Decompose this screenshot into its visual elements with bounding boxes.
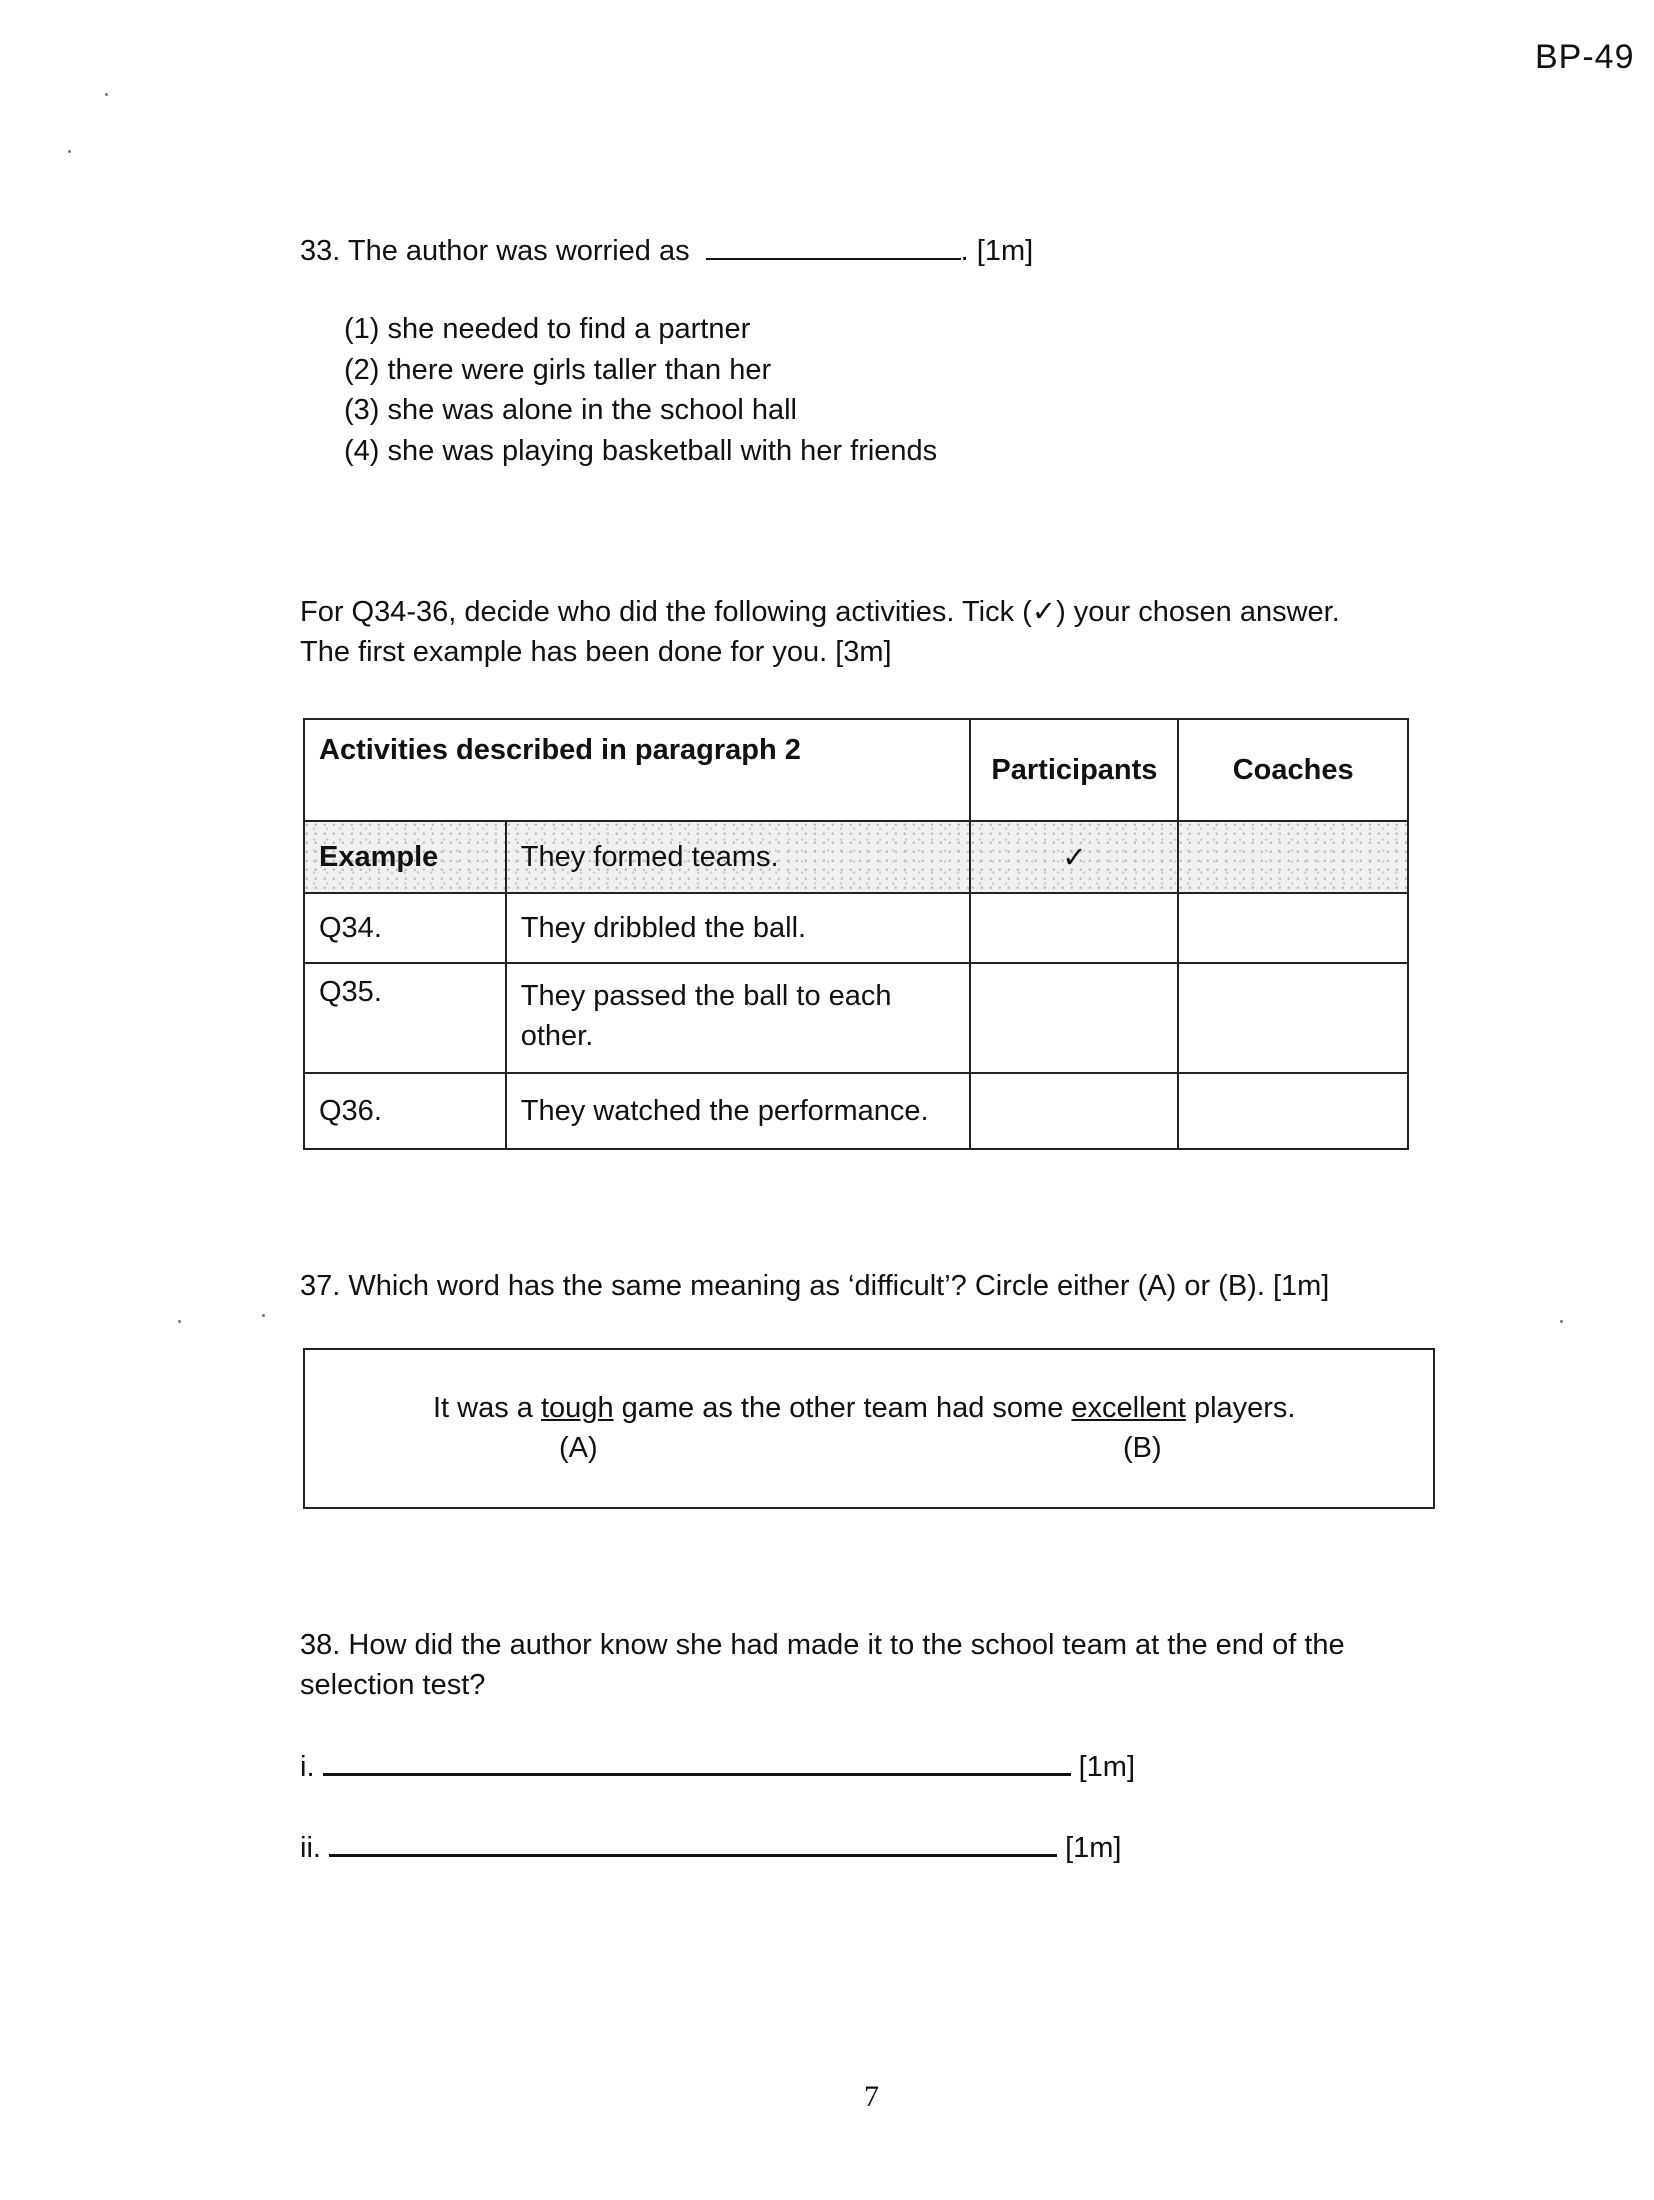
row-activity: They watched the performance.	[506, 1073, 971, 1149]
answer-label: i.	[300, 1751, 315, 1783]
q33-stem	[300, 228, 1033, 271]
q38-line-1: 38. How did the author know she had made it to the school team at the end of the	[300, 1629, 1345, 1661]
coaches-tick-cell[interactable]	[1178, 963, 1408, 1073]
word-option-a[interactable]: tough	[541, 1392, 614, 1424]
answer-marks: [1m]	[1078, 1751, 1136, 1783]
word-option-b[interactable]: excellent	[1071, 1392, 1186, 1424]
label-b[interactable]: (B)	[1123, 1432, 1162, 1464]
row-activity-line-2: other.	[520, 1020, 594, 1052]
q33-option-4[interactable]: (4) she was playing basketball with her friends	[344, 434, 938, 467]
table-row	[304, 893, 1408, 963]
row-label: Example	[304, 821, 506, 893]
q33-option-1[interactable]: (1) she needed to find a partner	[344, 313, 751, 345]
answer-line[interactable]	[323, 1773, 1071, 1776]
participants-tick-cell[interactable]	[970, 1073, 1178, 1149]
q33-period: .	[960, 235, 969, 267]
table-header-row	[304, 719, 1408, 821]
answer-label: ii.	[300, 1832, 321, 1864]
instructions-line-1: For Q34-36, decide who did the following activities. Tick (✓) your chosen answer.	[300, 596, 1340, 628]
q38-question	[300, 1625, 1345, 1705]
q37-sentence	[433, 1388, 1295, 1428]
row-activity-line-1: They passed the ball to each	[520, 980, 892, 1012]
q33-option-2[interactable]: (2) there were girls taller than her	[344, 353, 772, 386]
scan-speck	[262, 1314, 265, 1317]
q38-answer-i	[300, 1747, 1135, 1787]
q33-option-3[interactable]: (3) she was alone in the school hall	[344, 394, 797, 426]
row-label: Q36.	[304, 1073, 506, 1149]
coaches-tick-cell[interactable]	[1178, 1073, 1408, 1149]
coaches-tick-cell[interactable]	[1178, 893, 1408, 963]
instructions-line-2: The first example has been done for you. [3m]	[300, 636, 892, 668]
scan-speck	[68, 150, 71, 153]
instructions	[300, 592, 1340, 672]
scan-speck	[105, 93, 108, 96]
answer-marks: [1m]	[1065, 1832, 1122, 1864]
sentence-part-2: game as the other team had some	[621, 1392, 1064, 1424]
header-coaches: Coaches	[1178, 719, 1408, 821]
sentence-part-3: players.	[1193, 1392, 1296, 1424]
q33-answer-blank[interactable]	[706, 228, 961, 260]
row-label: Q34.	[304, 893, 506, 963]
q33-marks: [1m]	[976, 235, 1034, 267]
q37-question: 37. Which word has the same meaning as ‘difficult’? Circle either (A) or (B). [1m]	[300, 1270, 1330, 1302]
activities-table	[303, 718, 1409, 1150]
answer-line[interactable]	[329, 1854, 1057, 1857]
participants-tick-cell[interactable]	[970, 893, 1178, 963]
q38-answer-ii	[300, 1828, 1121, 1868]
document-code: BP-49	[1535, 38, 1635, 76]
table-row-example	[304, 821, 1408, 893]
participants-tick-cell[interactable]: ✓	[970, 821, 1178, 893]
participants-tick-cell[interactable]	[970, 963, 1178, 1073]
q37-sentence-box	[303, 1348, 1435, 1509]
header-participants: Participants	[970, 719, 1178, 821]
scan-speck	[1560, 1320, 1563, 1323]
q38-line-2: selection test?	[300, 1669, 486, 1701]
page-number: 7	[864, 2080, 879, 2113]
row-activity: They formed teams.	[506, 821, 971, 893]
q33-number: 33.	[300, 235, 341, 267]
sentence-part-1: It was a	[433, 1392, 533, 1424]
scan-speck	[178, 1320, 181, 1323]
q33-options	[344, 309, 937, 471]
row-activity: They dribbled the ball.	[506, 893, 971, 963]
table-row	[304, 963, 1408, 1073]
header-activities: Activities described in paragraph 2	[304, 719, 970, 821]
row-label: Q35.	[304, 963, 506, 1073]
q33-stem-text: The author was worried as	[347, 235, 690, 267]
table-row	[304, 1073, 1408, 1149]
label-a[interactable]: (A)	[559, 1432, 598, 1464]
row-activity	[506, 963, 971, 1073]
coaches-tick-cell[interactable]	[1178, 821, 1408, 893]
